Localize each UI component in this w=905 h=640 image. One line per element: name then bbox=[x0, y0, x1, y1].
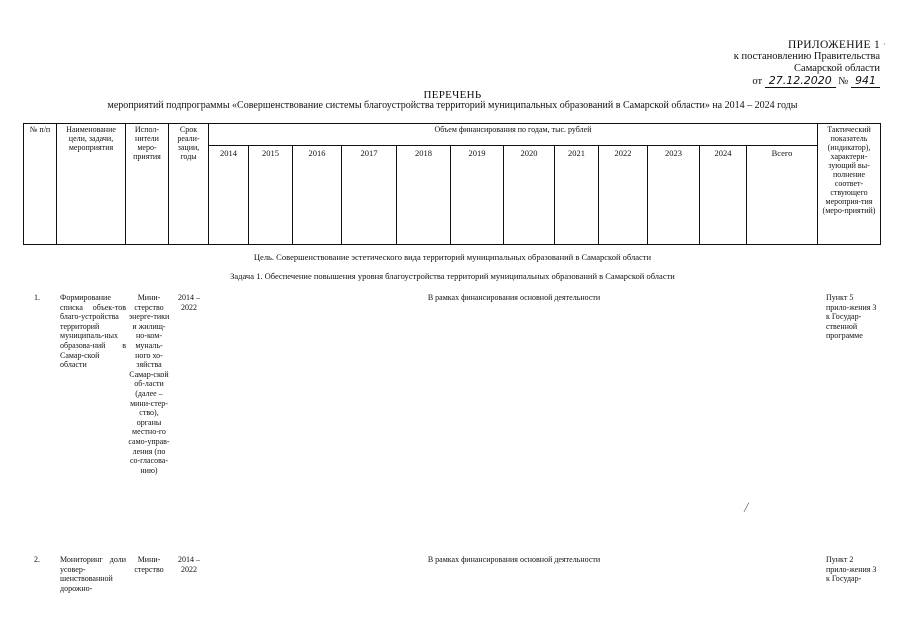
document-title: ПЕРЕЧЕНЬ bbox=[423, 89, 482, 101]
row-1-name: Формирование списка объек-тов благо-устройства территорий муниципаль-ных образова-ний в Самар-ской области bbox=[60, 293, 126, 370]
row-2-name: Мониторинг доли усовер-шенствованной дорожно- bbox=[60, 555, 126, 593]
header-year: 2022 bbox=[599, 146, 648, 245]
date-prefix: от bbox=[752, 76, 763, 87]
row-2-executor: Мини-стерство bbox=[134, 555, 164, 574]
header-executor: Испол-нители меро-приятия bbox=[126, 124, 169, 245]
number-prefix: № bbox=[838, 76, 849, 87]
header-year: 2024 bbox=[700, 146, 747, 245]
appendix-title: ПРИЛОЖЕНИЕ 1 bbox=[787, 39, 880, 51]
row-2-term: 2014 – 2022 bbox=[178, 555, 200, 574]
header-name: Наименование цели, задачи, мероприятия bbox=[57, 124, 126, 245]
handwritten-date: 27.12.2020 bbox=[765, 74, 836, 88]
header-term: Срок реали-зации, годы bbox=[169, 124, 209, 245]
header-year: 2015 bbox=[249, 146, 293, 245]
header-year: 2023 bbox=[648, 146, 700, 245]
row-2-num: 2. bbox=[34, 555, 40, 564]
row-1-num: 1. bbox=[34, 293, 40, 302]
scan-mark: · bbox=[883, 40, 886, 49]
row-1-indicator: Пункт 5 прило-жения 3 к Государ-ственной программе bbox=[826, 293, 877, 341]
appendix-block bbox=[690, 39, 880, 88]
task-heading: Задача 1. Обеспечение повышения уровня благоустройства территорий муниципальных образований в Самарской области bbox=[230, 271, 675, 281]
row-2-indicator: Пункт 2 прило-жения 3 к Государ- bbox=[826, 555, 877, 584]
header-table bbox=[23, 123, 881, 245]
document-subtitle: мероприятий подпрограммы «Совершенствование системы благоустройства территорий муниципальных образований в Самарской области» на 2014 – 2024 годы bbox=[107, 100, 798, 111]
header-year: 2019 bbox=[451, 146, 504, 245]
header-year-total: Всего bbox=[747, 146, 818, 245]
handwritten-number: 941 bbox=[851, 74, 880, 88]
row-1-financing: В рамках финансирования основной деятельности bbox=[427, 293, 601, 302]
appendix-line-2: к постановлению Правительства bbox=[733, 51, 880, 62]
scan-mark: ╱ bbox=[744, 503, 749, 512]
header-year: 2021 bbox=[555, 146, 599, 245]
header-year: 2016 bbox=[293, 146, 342, 245]
header-num: № п/п bbox=[24, 124, 57, 245]
header-year: 2018 bbox=[397, 146, 451, 245]
header-year: 2020 bbox=[504, 146, 555, 245]
goal-heading: Цель. Совершенствование эстетического вида территорий муниципальных образований в Самарской области bbox=[253, 252, 652, 262]
row-1-term: 2014 – 2022 bbox=[178, 293, 200, 312]
row-1-executor: Мини-стерство энерге-тики и жилищ-но-ком-муналь-ного хо-зяйства Самар-ской об-ласти (далее – мини-стер-ство), органы местно-го само-управ-ления (по со-гласова-нию) bbox=[128, 293, 170, 475]
header-year: 2017 bbox=[342, 146, 397, 245]
row-2-financing: В рамках финансирования основной деятельности bbox=[427, 555, 601, 564]
appendix-line-3: Самарской области bbox=[794, 63, 880, 74]
header-indicator: Тактический показатель (индикатор), характери-зующий вы-полнение соответ-ствующего мероприя-тия (меро-приятий) bbox=[818, 124, 881, 245]
header-financing: Объем финансирования по годам, тыс. рублей bbox=[209, 124, 818, 146]
header-year: 2014 bbox=[209, 146, 249, 245]
appendix-date-line bbox=[690, 75, 880, 88]
